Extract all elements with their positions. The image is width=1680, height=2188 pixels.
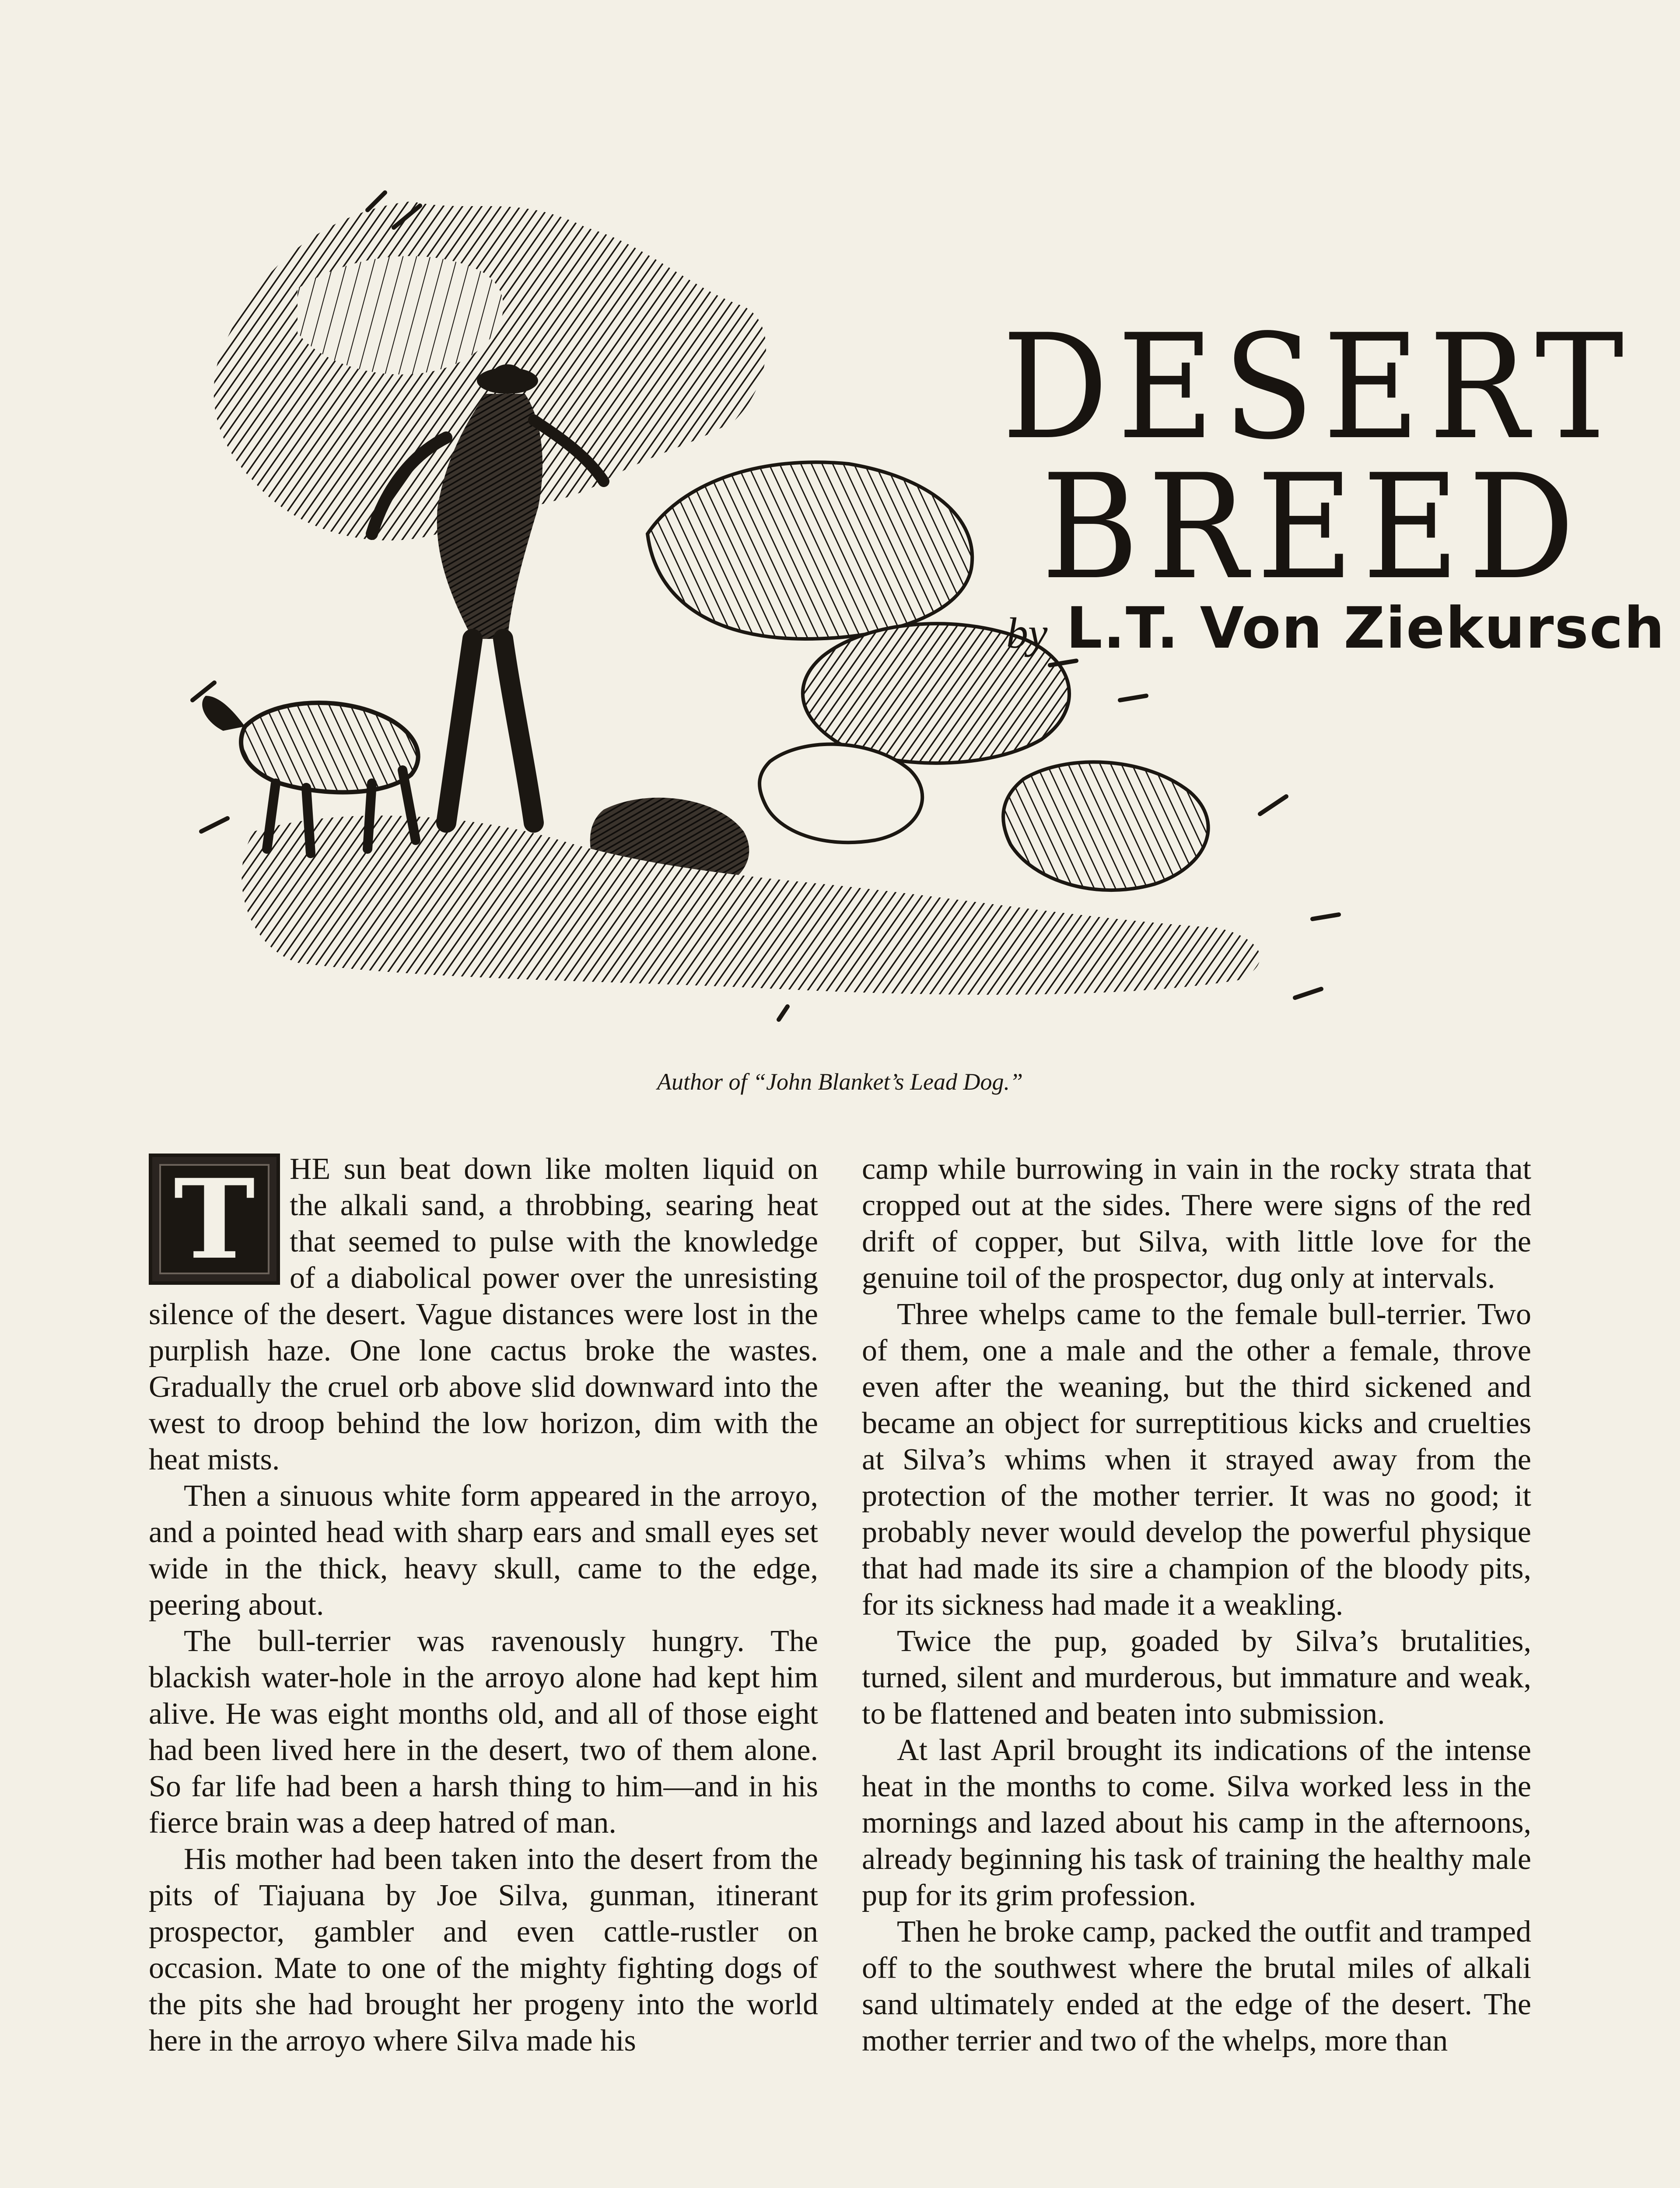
paragraph: Three whelps came to the female bull-terrier. Two of them, one a male and the other a female, throve even after the weaning, but the third sickened and became an object for surreptitious kicks and cruelties at Silva’s whims when it strayed away from the protection of the mother terrier. It was no good; it probably never would develop the powerful physique that had made its sire a champion of the bloody pits, for its sickness had made it a weakling.: [862, 1297, 1531, 1622]
paragraph: Twice the pup, goaded by Silva’s brutalities, turned, silent and murderous, but immature and weak, to be flattened and beaten into submission.: [862, 1624, 1531, 1731]
byline: [1006, 595, 1666, 661]
author-name: L.T. Von Ziekursch: [1066, 595, 1666, 661]
text-column-left: [149, 1151, 818, 2059]
paragraph: camp while burrowing in vain in the rocky strata that cropped out at the sides. There were signs of the red drift of copper, but Silva, with little love for the genuine toil of the prospector, dug only at intervals.: [862, 1152, 1531, 1295]
paragraph: His mother had been taken into the desert from the pits of Tiajuana by Joe Silva, gunman, itinerant prospector, gambler and even cattle-rustler on occasion. Mate to one of the mighty fighting dogs of the pits she had brought her progeny into the world here in the arroyo where Silva made his: [149, 1842, 818, 2058]
story-title-line-1: DESERT: [1002, 303, 1633, 471]
paragraph: The bull-terrier was ravenously hungry. The blackish water-hole in the arroyo alone had kept him alive. He was eight months old, and all of those eight had been lived here in the desert, two of them alone. So far life had been a harsh thing to him—and in his fierce brain was a deep hatred of man.: [149, 1624, 818, 1840]
right-boulder: [1003, 762, 1208, 890]
byline-prefix: by: [1006, 609, 1048, 657]
paragraph: Then a sinuous white form appeared in the arroyo, and a pointed head with sharp ears and small eyes set wide in the thick, heavy skull, came to the edge, peering about.: [149, 1479, 818, 1622]
paragraph: At last April brought its indications of the intense heat in the months to come. Silva worked less in the mornings and lazed about his camp in the afternoons, already beginning his task of training the healthy male pup for its grim profession.: [862, 1733, 1531, 1912]
drop-cap: [149, 1154, 280, 1285]
drop-cap-letter: T: [173, 1155, 256, 1283]
paragraph: HE sun beat down like molten liquid on the alkali sand, a throbbing, searing heat that seemed to pulse with the knowledge of a diabolical power over the unresisting silence of the desert. Vague distances were lost in the purplish haze. One lone cactus broke the wastes. Gradually the cruel orb above slid downward into the west to droop behind the low horizon, dim with the heat mists.: [149, 1152, 818, 1476]
text-column-right: [862, 1151, 1531, 2059]
paragraph: Then he broke camp, packed the outfit and tramped off to the southwest where the brutal miles of alkali sand ultimately ended at the edge of the desert. The mother terrier and two of the whelps, more than: [862, 1915, 1531, 2058]
large-boulder: [648, 462, 972, 639]
story-title-line-2: BREED: [1041, 443, 1584, 611]
author-caption: Author of “John Blanket’s Lead Dog.”: [657, 1069, 1023, 1095]
